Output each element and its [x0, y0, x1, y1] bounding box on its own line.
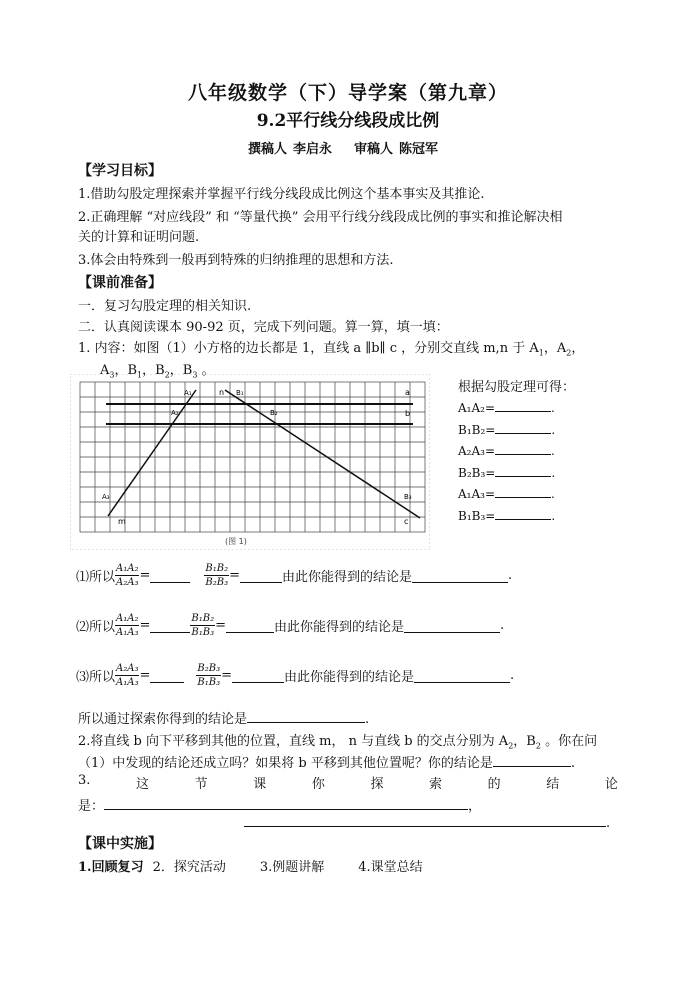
prep-2: 二．认真阅读课本 90-92 页，完成下列问题。算一算，填一填： [78, 320, 449, 335]
fraction: $\frac{\text{B₁B₂}}{\text{B₂B₃}}$ [205, 563, 229, 588]
answer-blank[interactable] [493, 753, 571, 767]
fraction: $\frac{\text{B₁B₂}}{\text{B₁B₃}}$ [191, 613, 215, 638]
answer-blank[interactable] [244, 813, 606, 827]
answer-blank[interactable] [495, 506, 551, 520]
item-3-line-1 [78, 773, 618, 792]
label-B2: B₂ [270, 409, 278, 417]
page-subtitle: 9.2平行线分线段成比例 [256, 111, 440, 131]
class-item: 1.回顾复习 [78, 860, 144, 875]
answer-blank[interactable] [404, 619, 500, 633]
label-b: b [405, 409, 411, 418]
content-line-1: 1. 内容：如图（1）小方格的边长都是 1，直线 a ∥b∥ c ，分别交直线 m,n 于 $A_1$，$A_2$， [78, 341, 585, 358]
reviewer-name: 陈冠军 [399, 142, 439, 157]
goal-3: 3.体会由特殊到一般再到特殊的归纳推理的思想和方法. [78, 253, 394, 268]
pythag-item: B₂B₃= . [458, 463, 575, 485]
class-item: 4.课堂总结 [358, 860, 423, 875]
item-2-line-2: （1）中发现的结论还成立吗？如果将 b 平移到其他位置呢？你的结论是 . [78, 752, 575, 771]
answer-blank[interactable] [495, 484, 551, 498]
answer-blank[interactable] [495, 441, 551, 455]
answer-blank[interactable] [247, 709, 365, 723]
pythag-item: A₂A₃= . [458, 441, 575, 463]
item-3-char: 的 [487, 777, 501, 792]
label-A1: A₁ [184, 389, 192, 397]
label-B3: B₃ [404, 493, 412, 501]
page-title: 八年级数学（下）导学案（第九章） [187, 82, 508, 104]
prep-1: 一．复习勾股定理的相关知识. [78, 299, 252, 314]
pythagoras-title: 根据勾股定理可得： [458, 380, 576, 395]
line-n [225, 390, 420, 518]
goal-1: 1.借助勾股定理探索并掌握平行线分线段成比例这个基本事实及其推论. [78, 187, 485, 202]
answer-blank[interactable] [495, 398, 551, 412]
fraction: $\frac{\text{B₂B₃}}{\text{B₁B₃}}$ [197, 663, 221, 688]
item-3-char: 3. [78, 773, 91, 788]
figure-caption: (图 1) [225, 537, 247, 546]
pythag-item: A₁A₃= . [458, 484, 575, 506]
label-B1: B₁ [236, 389, 244, 397]
class-items [78, 856, 423, 875]
pythag-item: A₁A₂= . [458, 398, 575, 420]
answer-blank[interactable] [150, 619, 190, 633]
question-1: ⑴所以 $\frac{\text{A₁A₂}}{\text{A₂A₃}}$ = $\frac{\text{B₁B₂}}{\text{B₂B₃}}$ = 由此你能得到的结论是 . [76, 563, 513, 588]
item-3-char: 索 [429, 777, 443, 792]
goal-2b: 关的计算和证明问题. [78, 230, 200, 245]
answer-blank[interactable] [495, 420, 551, 434]
label-m: m [118, 517, 126, 526]
answer-blank[interactable] [412, 569, 508, 583]
label-A3: A₃ [102, 493, 110, 501]
item-3-char: 这 [136, 777, 150, 792]
authors-line [248, 138, 444, 157]
question-3: ⑶所以 $\frac{\text{A₂A₃}}{\text{A₁A₃}}$ = $\frac{\text{B₂B₃}}{\text{B₁B₃}}$ = 由此你能得到的结论是 . [76, 663, 515, 688]
answer-blank[interactable] [414, 669, 510, 683]
label-c: c [404, 517, 409, 526]
item-3-char: 探 [370, 777, 384, 792]
question-2: ⑵所以 $\frac{\text{A₁A₂}}{\text{A₁A₃}}$ = $\frac{\text{B₁B₂}}{\text{B₁B₃}}$ = 由此你能得到的结论是 . [76, 613, 505, 638]
fraction: $\frac{\text{A₁A₂}}{\text{A₂A₃}}$ [116, 563, 139, 588]
item-3-char: 论 [604, 777, 618, 792]
pythag-item: B₁B₃= . [458, 506, 575, 528]
writer-label: 撰稿人 [248, 142, 288, 157]
item-3-line-3: . [244, 813, 610, 831]
pythagoras-list [458, 376, 575, 527]
content-line-2: $A_3$，$B_1$，$B_2$，$B_3$ 。 [100, 363, 215, 380]
item-2-line-1: 2.将直线 b 向下平移到其他的位置，直线 m， n 与直线 b 的交点分别为 $A_2$，$B_2$ 。你在问 [78, 734, 598, 751]
answer-blank[interactable] [226, 619, 274, 633]
item-3-line-2: 是： ， [78, 795, 481, 814]
pythag-item: B₁B₂= . [458, 420, 575, 442]
goal-2a: 2.正确理解 “对应线段” 和 “等量代换” 会用平行线分线段成比例的事实和推论解决相 [78, 210, 563, 225]
answer-blank[interactable] [150, 569, 190, 583]
fraction: $\frac{\text{A₁A₂}}{\text{A₁A₃}}$ [116, 613, 139, 638]
explore-conclusion: 所以通过探索你得到的结论是 . [78, 708, 369, 727]
line-m [108, 390, 196, 516]
class-item: 2．探究活动 [152, 860, 226, 875]
label-a: a [405, 388, 410, 397]
figure-1 [70, 374, 430, 550]
class-item: 3.例题讲解 [259, 860, 325, 875]
item-3-char: 结 [546, 777, 560, 792]
reviewer-label: 审稿人 [354, 142, 394, 157]
item-3-char: 节 [194, 777, 208, 792]
item-3-char: 课 [253, 777, 267, 792]
answer-blank[interactable] [104, 796, 468, 810]
label-n: n [219, 388, 225, 397]
answer-blank[interactable] [495, 463, 551, 477]
section-class: 【课中实施】 [78, 836, 162, 852]
section-goals: 【学习目标】 [78, 163, 162, 179]
section-prep: 【课前准备】 [78, 275, 162, 291]
fraction: $\frac{\text{A₂A₃}}{\text{A₁A₃}}$ [116, 663, 139, 688]
label-A2: A₂ [171, 409, 179, 417]
item-3-char: 你 [311, 777, 325, 792]
answer-blank[interactable] [240, 569, 282, 583]
answer-blank[interactable] [232, 669, 284, 683]
writer-name: 李启永 [293, 142, 333, 157]
answer-blank[interactable] [150, 669, 184, 683]
